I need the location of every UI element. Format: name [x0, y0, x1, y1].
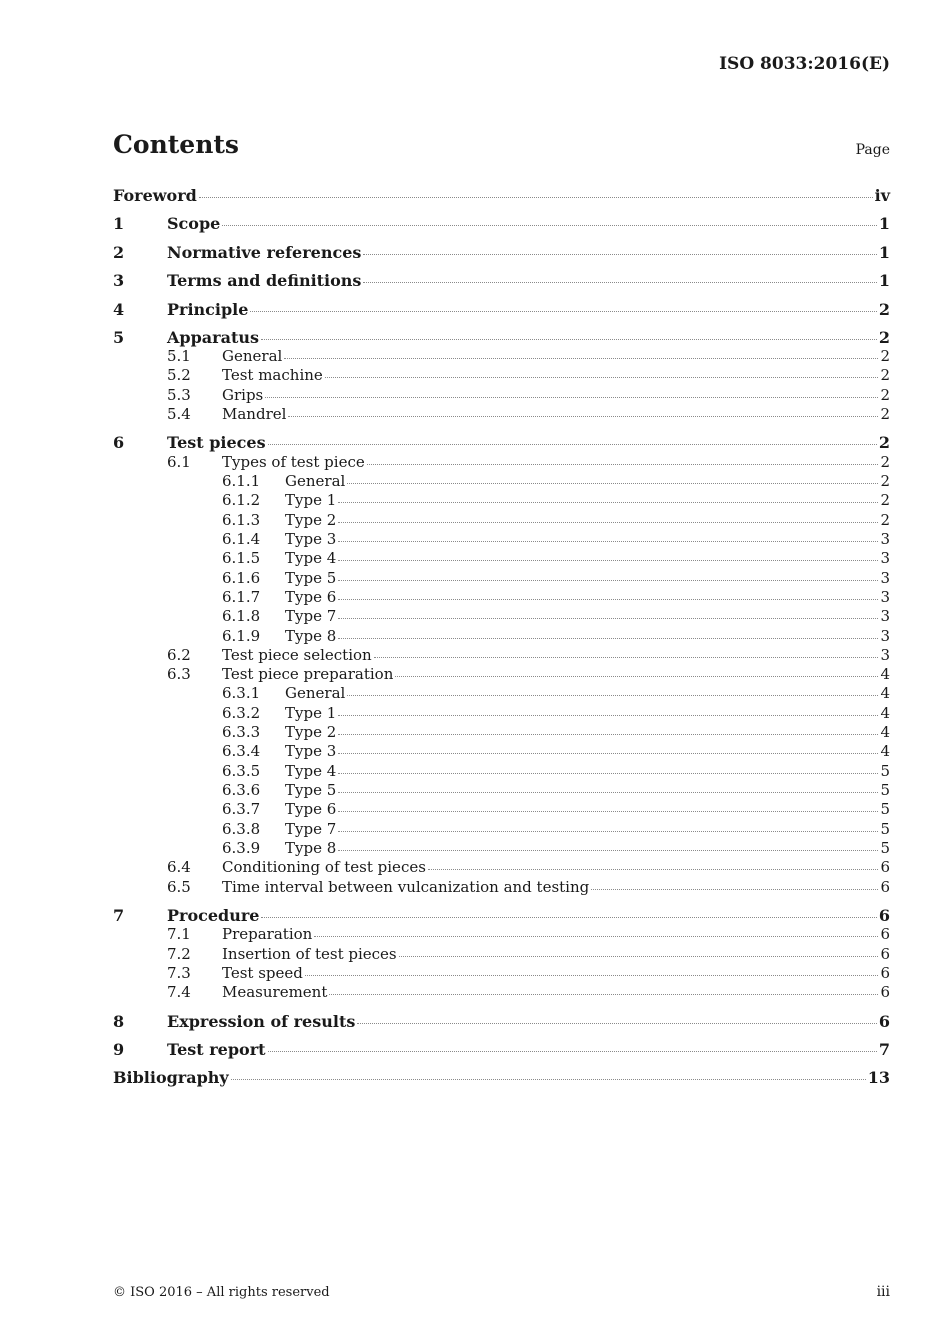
toc-entry-title: Insertion of test pieces — [222, 945, 397, 963]
toc-entry-page: 1 — [878, 271, 890, 290]
toc-entry-title: Grips — [222, 386, 264, 404]
toc-entry-page: 7 — [878, 1040, 890, 1059]
toc-entry[interactable] — [113, 723, 890, 742]
toc-entry-number: 6.3.9 — [222, 839, 261, 857]
toc-entry-number: 2 — [113, 243, 125, 262]
toc-entry-title: Foreword — [113, 186, 197, 205]
toc-entry-number: 8 — [113, 1012, 125, 1031]
toc-entry[interactable] — [113, 665, 890, 684]
toc-entry-page: 5 — [880, 762, 890, 780]
toc-entry-number: 6.1.3 — [222, 511, 261, 529]
toc-entry[interactable] — [113, 820, 890, 839]
toc-entry-number: 3 — [113, 271, 125, 290]
toc-entry[interactable] — [113, 800, 890, 819]
toc-entry-title: Type 4 — [285, 549, 337, 567]
toc-entry-page: 4 — [880, 684, 890, 702]
toc-entry-page: 2 — [880, 453, 890, 471]
toc-dot-leader — [222, 224, 877, 226]
toc-dot-leader — [399, 955, 879, 957]
toc-entry-page: 6 — [880, 945, 890, 963]
toc-entry-number: 6.3.6 — [222, 781, 261, 799]
toc-entry-number: 5.4 — [167, 405, 191, 423]
toc-entry[interactable] — [113, 742, 890, 761]
contents-title: Contents — [113, 130, 240, 159]
toc-entry[interactable] — [113, 472, 890, 491]
toc-entry-title: Type 8 — [285, 839, 337, 857]
toc-entry[interactable] — [113, 906, 890, 925]
toc-entry-number: 6.3.4 — [222, 742, 261, 760]
toc-dot-leader — [591, 888, 878, 890]
toc-entry[interactable] — [113, 530, 890, 549]
toc-entry-title: Type 3 — [285, 530, 337, 548]
toc-entry-page: 3 — [880, 646, 890, 664]
toc-dot-leader — [314, 935, 878, 937]
toc-entry[interactable] — [113, 405, 890, 424]
toc-entry-title: Type 5 — [285, 781, 337, 799]
toc-entry-page: 6 — [878, 906, 890, 925]
toc-entry-title: General — [222, 347, 283, 365]
toc-entry-number: 6.1.9 — [222, 627, 261, 645]
toc-entry[interactable] — [113, 386, 890, 405]
toc-entry[interactable] — [113, 491, 890, 510]
toc-entry-page: 6 — [880, 983, 890, 1001]
toc-entry[interactable] — [113, 983, 890, 1002]
toc-entry[interactable] — [113, 858, 890, 877]
toc-entry[interactable] — [113, 945, 890, 964]
toc-entry[interactable] — [113, 300, 890, 319]
toc-entry[interactable] — [113, 627, 890, 646]
toc-dot-leader — [325, 376, 879, 378]
copyright-notice: © ISO 2016 – All rights reserved — [113, 1285, 330, 1300]
toc-entry-title: Type 6 — [285, 800, 337, 818]
toc-entry-number: 6.3 — [167, 665, 191, 683]
toc-entry-number: 6.3.5 — [222, 762, 261, 780]
toc-entry-number: 7.4 — [167, 983, 191, 1001]
toc-entry-page: 13 — [867, 1068, 890, 1087]
toc-entry-page: 2 — [880, 472, 890, 490]
toc-entry-title: Type 5 — [285, 569, 337, 587]
toc-entry-page: 2 — [880, 366, 890, 384]
toc-dot-leader — [199, 196, 873, 198]
toc-entry-page: 3 — [880, 588, 890, 606]
toc-dot-leader — [261, 338, 877, 340]
toc-entry-number: 1 — [113, 214, 125, 233]
toc-entry-number: 6.1.4 — [222, 530, 261, 548]
toc-entry[interactable] — [113, 925, 890, 944]
toc-entry-page: 2 — [880, 347, 890, 365]
toc-entry-title: Types of test piece — [222, 453, 365, 471]
toc-entry-number: 6.3.8 — [222, 820, 261, 838]
toc-entry-page: 5 — [880, 781, 890, 799]
toc-dot-leader — [338, 752, 878, 754]
toc-entry-page: 3 — [880, 569, 890, 587]
toc-dot-leader — [363, 253, 876, 255]
toc-entry-title: Test piece selection — [222, 646, 372, 664]
toc-entry-title: Time interval between vulcanization and testing — [222, 878, 590, 896]
toc-entry-number: 4 — [113, 300, 125, 319]
toc-entry-title: Test speed — [222, 964, 303, 982]
toc-entry-title: Test pieces — [167, 433, 266, 452]
toc-entry-number: 5.1 — [167, 347, 191, 365]
toc-dot-leader — [231, 1078, 866, 1080]
toc-dot-leader — [338, 733, 878, 735]
toc-entry-number: 5 — [113, 328, 125, 347]
toc-entry-title: Test machine — [222, 366, 323, 384]
toc-dot-leader — [338, 617, 878, 619]
toc-entry[interactable] — [113, 366, 890, 385]
toc-entry-page: 2 — [878, 300, 890, 319]
toc-dot-leader — [357, 1022, 877, 1024]
toc-entry[interactable] — [113, 1068, 890, 1087]
toc-entry-page: 6 — [880, 858, 890, 876]
toc-entry-page: 5 — [880, 800, 890, 818]
toc-dot-leader — [338, 579, 878, 581]
toc-dot-leader — [261, 916, 876, 918]
toc-entry-title: Bibliography — [113, 1068, 229, 1087]
toc-dot-leader — [363, 281, 876, 283]
toc-entry-page: 4 — [880, 742, 890, 760]
toc-entry-page: 2 — [880, 491, 890, 509]
toc-entry-title: Terms and definitions — [167, 271, 362, 290]
toc-entry-number: 7.2 — [167, 945, 191, 963]
toc-dot-leader — [250, 310, 876, 312]
toc-entry[interactable] — [113, 328, 890, 347]
toc-entry[interactable] — [113, 549, 890, 568]
toc-entry-number: 6.1.8 — [222, 607, 261, 625]
toc-dot-leader — [338, 714, 878, 716]
toc-entry[interactable] — [113, 1012, 890, 1031]
toc-entry-page: 3 — [880, 549, 890, 567]
toc-entry-number: 6.5 — [167, 878, 191, 896]
toc-entry-title: Measurement — [222, 983, 328, 1001]
toc-entry[interactable] — [113, 569, 890, 588]
toc-entry-title: Scope — [167, 214, 221, 233]
toc-entry-title: Preparation — [222, 925, 313, 943]
toc-dot-leader — [338, 637, 878, 639]
toc-entry-number: 6.3.3 — [222, 723, 261, 741]
toc-entry[interactable] — [113, 684, 890, 703]
toc-entry-title: Test piece preparation — [222, 665, 394, 683]
toc-entry[interactable] — [113, 214, 890, 233]
toc-entry-title: Mandrel — [222, 405, 287, 423]
toc-entry-title: Type 7 — [285, 820, 337, 838]
toc-entry-page: 6 — [878, 1012, 890, 1031]
toc-entry[interactable] — [113, 964, 890, 983]
toc-entry-page: 4 — [880, 723, 890, 741]
toc-entry-number: 6.2 — [167, 646, 191, 664]
toc-entry[interactable] — [113, 511, 890, 530]
toc-dot-leader — [338, 830, 878, 832]
toc-dot-leader — [338, 849, 878, 851]
toc-dot-leader — [338, 791, 878, 793]
toc-dot-leader — [265, 396, 878, 398]
toc-entry-title: General — [285, 472, 346, 490]
toc-entry[interactable] — [113, 186, 890, 205]
toc-dot-leader — [329, 993, 878, 995]
toc-entry-title: Type 4 — [285, 762, 337, 780]
toc-dot-leader — [268, 1050, 877, 1052]
page-number: iii — [876, 1284, 890, 1300]
toc-entry-page: 5 — [880, 820, 890, 838]
toc-entry-page: 6 — [880, 925, 890, 943]
toc-dot-leader — [338, 772, 878, 774]
toc-entry-page: 5 — [880, 839, 890, 857]
toc-entry-page: 4 — [880, 704, 890, 722]
toc-dot-leader — [338, 540, 878, 542]
toc-entry[interactable] — [113, 271, 890, 290]
toc-entry-page: 1 — [878, 243, 890, 262]
toc-entry-number: 6.1 — [167, 453, 191, 471]
toc-entry-page: 4 — [880, 665, 890, 683]
toc-entry-page: iv — [874, 186, 890, 205]
toc-entry-number: 7.3 — [167, 964, 191, 982]
toc-dot-leader — [367, 463, 879, 465]
toc-dot-leader — [338, 501, 878, 503]
toc-entry-page: 3 — [880, 627, 890, 645]
toc-entry[interactable] — [113, 607, 890, 626]
toc-entry-page: 6 — [880, 964, 890, 982]
toc-entry[interactable] — [113, 433, 890, 452]
toc-dot-leader — [374, 656, 879, 658]
toc-entry-page: 6 — [880, 878, 890, 896]
toc-entry[interactable] — [113, 762, 890, 781]
toc-dot-leader — [347, 482, 878, 484]
toc-dot-leader — [338, 598, 878, 600]
toc-entry-page: 2 — [880, 405, 890, 423]
toc-entry-page: 3 — [880, 607, 890, 625]
toc-entry-title: Conditioning of test pieces — [222, 858, 426, 876]
toc-dot-leader — [284, 357, 878, 359]
toc-dot-leader — [395, 675, 878, 677]
toc-entry-title: Type 1 — [285, 491, 337, 509]
toc-entry-number: 7.1 — [167, 925, 191, 943]
toc-entry-number: 6.1.6 — [222, 569, 261, 587]
toc-entry-number: 6.3.2 — [222, 704, 261, 722]
toc-entry-number: 5.3 — [167, 386, 191, 404]
toc-entry-page: 1 — [878, 214, 890, 233]
toc-entry-page: 2 — [880, 511, 890, 529]
toc-entry[interactable] — [113, 704, 890, 723]
toc-entry-number: 7 — [113, 906, 125, 925]
toc-entry-title: Apparatus — [167, 328, 259, 347]
toc-entry-title: Type 6 — [285, 588, 337, 606]
toc-entry-title: General — [285, 684, 346, 702]
toc-entry-page: 2 — [880, 386, 890, 404]
toc-entry-title: Type 2 — [285, 723, 337, 741]
toc-entry-title: Expression of results — [167, 1012, 356, 1031]
toc-entry-title: Type 8 — [285, 627, 337, 645]
toc-entry-title: Type 2 — [285, 511, 337, 529]
toc-entry[interactable] — [113, 839, 890, 858]
toc-entry-title: Type 1 — [285, 704, 337, 722]
toc-entry[interactable] — [113, 588, 890, 607]
toc-entry[interactable] — [113, 646, 890, 665]
page-column-label: Page — [855, 142, 890, 158]
toc-entry-number: 6 — [113, 433, 125, 452]
toc-entry-number: 6.4 — [167, 858, 191, 876]
toc-entry[interactable] — [113, 781, 890, 800]
toc-entry-title: Type 3 — [285, 742, 337, 760]
toc-entry-number: 6.3.1 — [222, 684, 261, 702]
toc-entry-title: Procedure — [167, 906, 260, 925]
toc-entry-number: 5.2 — [167, 366, 191, 384]
toc-entry-title: Normative references — [167, 243, 362, 262]
toc-entry-page: 2 — [878, 433, 890, 452]
toc-entry[interactable] — [113, 453, 890, 472]
toc-entry-number: 6.1.1 — [222, 472, 261, 490]
toc-dot-leader — [347, 694, 878, 696]
toc-dot-leader — [338, 810, 878, 812]
toc-entry-page: 2 — [878, 328, 890, 347]
toc-entry-number: 6.1.7 — [222, 588, 261, 606]
toc-entry-title: Principle — [167, 300, 249, 319]
document-id: ISO 8033:2016(E) — [719, 54, 890, 74]
toc-dot-leader — [428, 868, 879, 870]
toc-entry[interactable] — [113, 243, 890, 262]
toc-entry-number: 6.3.7 — [222, 800, 261, 818]
toc-entry-page: 3 — [880, 530, 890, 548]
toc-entry-title: Test report — [167, 1040, 266, 1059]
toc-dot-leader — [288, 415, 878, 417]
toc-dot-leader — [338, 521, 878, 523]
toc-entry-title: Type 7 — [285, 607, 337, 625]
toc-entry[interactable] — [113, 1040, 890, 1059]
toc-entry-number: 6.1.5 — [222, 549, 261, 567]
toc-dot-leader — [338, 559, 878, 561]
toc-entry-number: 9 — [113, 1040, 125, 1059]
toc-dot-leader — [268, 443, 877, 445]
toc-dot-leader — [305, 974, 879, 976]
toc-entry-number: 6.1.2 — [222, 491, 261, 509]
toc-entry[interactable] — [113, 347, 890, 366]
toc-entry[interactable] — [113, 878, 890, 897]
